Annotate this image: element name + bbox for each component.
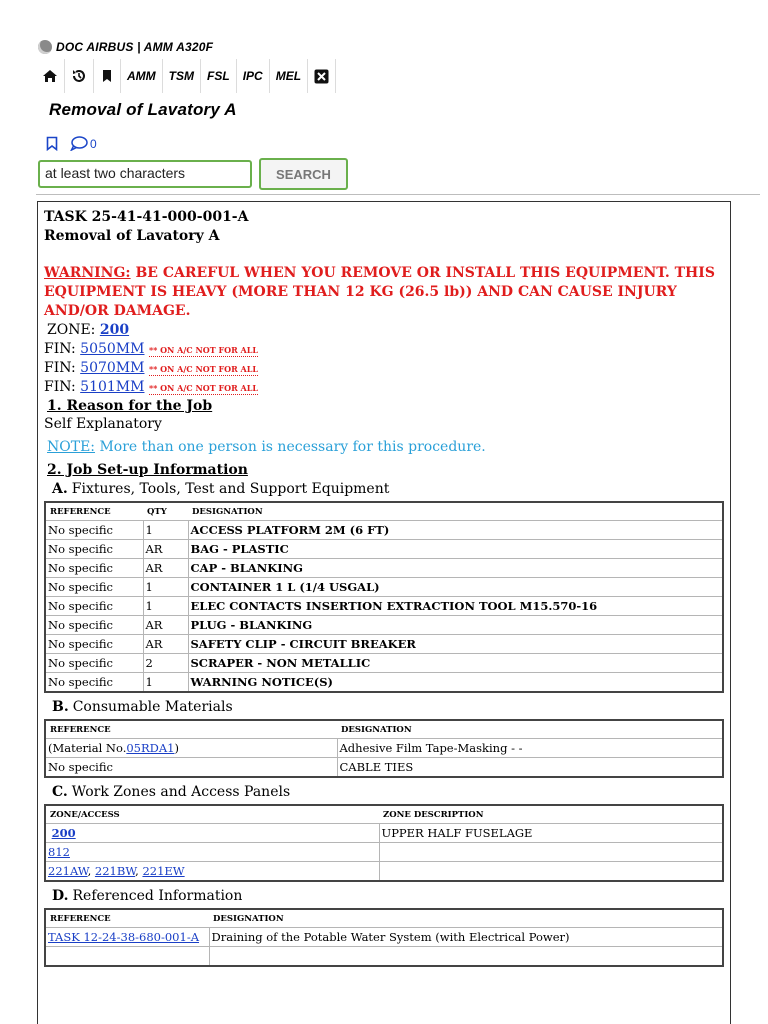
tools-table-body <box>45 521 723 693</box>
col-header: ZONE/ACCESS <box>50 810 120 820</box>
table-row <box>45 928 723 947</box>
table-cell: CABLE TIES <box>337 758 723 778</box>
zones-table <box>44 804 724 882</box>
col-header: DESIGNATION <box>213 914 284 924</box>
note-text: More than one person is necessary for this procedure. <box>95 439 486 455</box>
tools-table <box>44 501 724 693</box>
subsection-letter: C. <box>52 784 68 800</box>
table-cell: 1 <box>143 578 188 597</box>
consumables-table <box>44 719 724 778</box>
table-row <box>45 758 723 778</box>
table-row <box>45 862 723 882</box>
table-cell <box>45 843 379 862</box>
table-cell: No specific <box>45 673 143 693</box>
subsection-letter: A. <box>52 481 68 497</box>
fin-label: FIN: <box>44 360 81 376</box>
access-link[interactable]: 221AW <box>48 864 88 878</box>
bookmark-icon <box>102 69 112 83</box>
fin-note: ** ON A/C NOT FOR ALL <box>148 383 258 393</box>
fin-link[interactable]: 5101MM <box>80 379 145 395</box>
subsection-title: Work Zones and Access Panels <box>71 784 291 800</box>
table-cell: UPPER HALF FUSELAGE <box>379 824 723 843</box>
subsection-title: Fixtures, Tools, Test and Support Equipment <box>71 481 390 497</box>
zone-link[interactable]: 200 <box>99 322 130 338</box>
subsection-letter: B. <box>52 699 69 715</box>
reference-table <box>44 908 724 967</box>
task-document <box>37 201 731 1024</box>
fin-label: FIN: <box>44 341 81 357</box>
brand-text: DOC AIRBUS | AMM A320F <box>56 40 214 54</box>
subsection-letter: D. <box>52 888 69 904</box>
table-cell <box>209 947 723 967</box>
toolbar-ipc[interactable]: IPC <box>237 59 270 93</box>
table-cell: No specific <box>45 521 143 540</box>
table-cell: ELEC CONTACTS INSERTION EXTRACTION TOOL M15.570-16 <box>188 597 723 616</box>
table-cell: 1 <box>143 597 188 616</box>
history-button[interactable] <box>65 59 94 93</box>
bookmark-outline-icon[interactable] <box>46 136 58 151</box>
material-prefix: (Material No. <box>48 741 127 755</box>
task-title: Removal of Lavatory A <box>44 228 220 244</box>
warning-label: WARNING: <box>44 265 131 281</box>
table-cell: 2 <box>143 654 188 673</box>
table-cell: No specific <box>45 758 337 778</box>
task-id: TASK 25-41-41-000-001-A <box>44 209 249 225</box>
subsection-title: Referenced Information <box>72 888 243 904</box>
material-suffix: ) <box>174 741 179 755</box>
access-link[interactable]: 812 <box>48 845 70 859</box>
table-cell: AR <box>143 559 188 578</box>
table-row <box>45 824 723 843</box>
table-cell: AR <box>143 635 188 654</box>
table-row <box>45 673 723 693</box>
bookmarks-button[interactable] <box>94 59 121 93</box>
table-row <box>45 635 723 654</box>
table-cell: ACCESS PLATFORM 2M (6 FT) <box>188 521 723 540</box>
table-cell: No specific <box>45 597 143 616</box>
social-bar <box>46 136 97 151</box>
home-icon <box>42 69 58 83</box>
airbus-logo-icon <box>38 40 52 54</box>
table-header-row <box>45 502 723 521</box>
reason-text: Self Explanatory <box>44 416 162 432</box>
table-row <box>45 597 723 616</box>
col-header: ZONE DESCRIPTION <box>383 810 484 820</box>
fin-note: ** ON A/C NOT FOR ALL <box>148 364 258 374</box>
separator: , <box>135 864 143 878</box>
table-row <box>45 947 723 967</box>
search-button[interactable]: SEARCH <box>259 158 348 190</box>
table-row <box>45 578 723 597</box>
divider <box>36 194 760 195</box>
table-row <box>45 739 723 758</box>
task-link[interactable]: TASK 12-24-38-680-001-A <box>48 930 200 944</box>
table-row <box>45 559 723 578</box>
fin-line <box>44 359 724 378</box>
note-block <box>47 438 724 457</box>
col-header: REFERENCE <box>50 914 111 924</box>
zone-line <box>44 321 724 340</box>
table-cell <box>45 739 337 758</box>
table-cell: No specific <box>45 540 143 559</box>
home-button[interactable] <box>36 59 65 93</box>
table-cell: AR <box>143 540 188 559</box>
table-cell <box>45 824 379 843</box>
separator: , <box>87 864 95 878</box>
table-cell: 1 <box>143 673 188 693</box>
close-box-icon <box>314 69 329 84</box>
subsection-d <box>44 886 724 906</box>
fin-link[interactable]: 5070MM <box>80 360 145 376</box>
zone-link[interactable]: 200 <box>51 826 76 840</box>
toolbar-mel[interactable]: MEL <box>270 59 308 93</box>
col-header: REFERENCE <box>50 507 111 517</box>
table-cell <box>45 862 379 882</box>
comment-icon[interactable] <box>70 136 88 151</box>
material-link[interactable]: 05RDA1 <box>126 741 175 755</box>
comment-count: 0 <box>90 136 97 151</box>
subsection-a <box>44 479 724 499</box>
table-cell: No specific <box>45 616 143 635</box>
toolbar-amm[interactable]: AMM <box>121 59 163 93</box>
toolbar <box>36 59 336 93</box>
table-cell <box>45 928 209 947</box>
table-cell <box>379 862 723 882</box>
close-button[interactable] <box>308 59 336 93</box>
col-header: DESIGNATION <box>341 725 412 735</box>
col-header: REFERENCE <box>50 725 111 735</box>
table-row <box>45 616 723 635</box>
setup-title: 2. Job Set-up Information <box>47 462 248 478</box>
table-row <box>45 521 723 540</box>
access-link[interactable]: 221EW <box>142 864 185 878</box>
table-header-row <box>45 805 723 824</box>
fin-link[interactable]: 5050MM <box>80 341 145 357</box>
table-cell: Draining of the Potable Water System (with Electrical Power) <box>209 928 723 947</box>
table-cell: 1 <box>143 521 188 540</box>
table-cell: AR <box>143 616 188 635</box>
history-icon <box>71 68 87 84</box>
table-row <box>45 654 723 673</box>
reason-title: 1. Reason for the Job <box>47 398 213 414</box>
table-cell <box>45 947 209 967</box>
table-cell: CONTAINER 1 L (1/4 USGAL) <box>188 578 723 597</box>
table-cell: WARNING NOTICE(S) <box>188 673 723 693</box>
zone-label: ZONE: <box>47 322 100 338</box>
col-header: QTY <box>147 507 167 517</box>
table-cell: No specific <box>45 635 143 654</box>
fin-line <box>44 378 724 397</box>
toolbar-fsl[interactable]: FSL <box>201 59 237 93</box>
table-row <box>45 843 723 862</box>
toolbar-tsm[interactable]: TSM <box>163 59 201 93</box>
table-cell: PLUG - BLANKING <box>188 616 723 635</box>
note-label: NOTE: <box>47 439 96 455</box>
warning-text: BE CAREFUL WHEN YOU REMOVE OR INSTALL THIS EQUIPMENT. THIS EQUIPMENT IS HEAVY (MORE THAN 12 KG (26.5 lb)) AND CAN CAUSE INJURY AND/OR DAMAGE. <box>44 265 715 319</box>
table-row <box>45 540 723 559</box>
fin-line <box>44 340 724 359</box>
access-link[interactable]: 221BW <box>94 864 136 878</box>
subsection-title: Consumable Materials <box>72 699 233 715</box>
page-title: Removal of Lavatory A <box>49 100 237 119</box>
table-cell: SCRAPER - NON METALLIC <box>188 654 723 673</box>
table-cell: No specific <box>45 578 143 597</box>
table-cell: No specific <box>45 654 143 673</box>
table-cell: No specific <box>45 559 143 578</box>
table-header-row <box>45 720 723 739</box>
table-cell: CAP - BLANKING <box>188 559 723 578</box>
table-header-row <box>45 909 723 928</box>
brand <box>38 40 213 54</box>
col-header: DESIGNATION <box>192 507 263 517</box>
fin-label: FIN: <box>44 379 81 395</box>
table-cell <box>379 843 723 862</box>
warning-block <box>44 264 724 321</box>
table-cell: BAG - PLASTIC <box>188 540 723 559</box>
subsection-c <box>44 782 724 802</box>
search-input[interactable]: at least two characters <box>38 160 252 188</box>
table-cell: SAFETY CLIP - CIRCUIT BREAKER <box>188 635 723 654</box>
fin-note: ** ON A/C NOT FOR ALL <box>148 345 258 355</box>
subsection-b <box>44 697 724 717</box>
table-cell: Adhesive Film Tape-Masking - - <box>337 739 723 758</box>
